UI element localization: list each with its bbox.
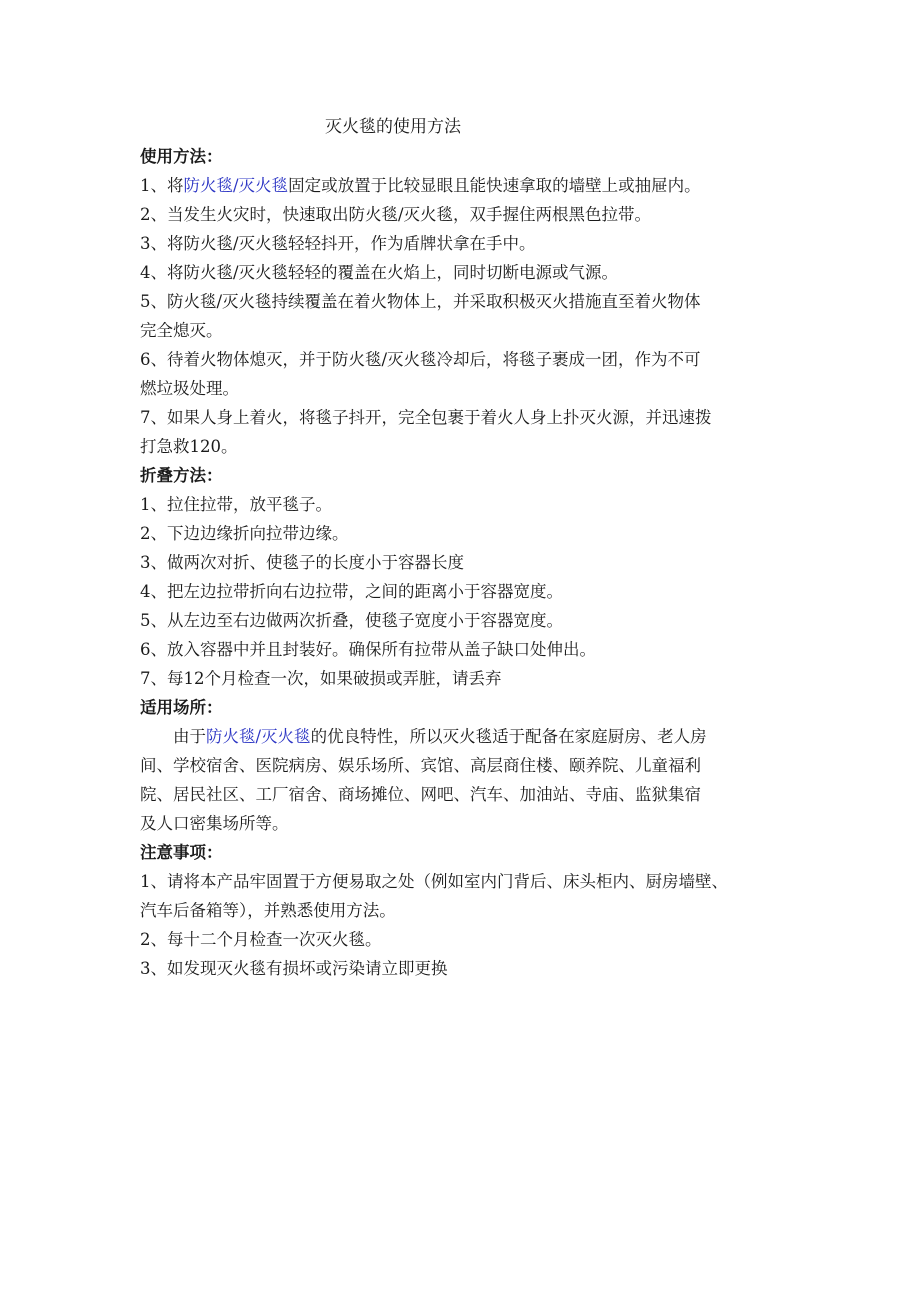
document-body [140, 112, 820, 983]
places-paragraph-line-2: 间、学校宿舍、医院病房、娱乐场所、宾馆、高层商住楼、颐养院、儿童福利 [140, 756, 701, 775]
folding-item: 2、下边边缘折向拉带边缘。 [140, 524, 349, 543]
usage-item-1-prefix: 1、将 [140, 176, 184, 195]
usage-item-2: 2、当发生火灾时，快速取出防火毯/灭火毯，双手握住两根黑色拉带。 [140, 205, 652, 224]
folding-item: 6、放入容器中并且封装好。确保所有拉带从盖子缺口处伸出。 [140, 640, 596, 659]
folding-item: 1、拉住拉带，放平毯子。 [140, 495, 332, 514]
places-paragraph-line-1 [140, 722, 820, 751]
places-prefix: 由于 [173, 727, 206, 746]
product-link[interactable]: 防火毯/灭火毯 [183, 176, 289, 195]
product-link[interactable]: 防火毯/灭火毯 [206, 727, 311, 746]
usage-heading: 使用方法： [140, 147, 223, 166]
folding-item: 5、从左边至右边做两次折叠，使毯子宽度小于容器宽度。 [140, 611, 563, 630]
notes-item-2: 2、每十二个月检查一次灭火毯。 [140, 930, 382, 949]
folding-heading: 折叠方法： [140, 466, 223, 485]
usage-item-1-suffix: 固定或放置于比较显眼且能快速拿取的墙壁上或抽屉内。 [288, 176, 701, 195]
usage-item-7-line-2: 打急救120。 [140, 437, 238, 456]
places-heading: 适用场所： [140, 698, 223, 717]
usage-item-6-line-2: 燃垃圾处理。 [140, 379, 239, 398]
usage-item-1 [140, 171, 820, 200]
usage-item-7-line-1: 7、如果人身上着火，将毯子抖开，完全包裹于着火人身上扑灭火源，并迅速拨 [140, 408, 712, 427]
document-title: 灭火毯的使用方法 [325, 117, 461, 137]
folding-item: 7、每12个月检查一次，如果破损或弄脏，请丢弃 [140, 669, 502, 688]
notes-heading: 注意事项： [140, 843, 223, 862]
usage-item-6-line-1: 6、待着火物体熄灭，并于防火毯/灭火毯冷却后，将毯子裹成一团，作为不可 [140, 350, 701, 369]
notes-item-3: 3、如发现灭火毯有损坏或污染请立即更换 [140, 959, 448, 978]
folding-item: 3、做两次对折、使毯子的长度小于容器长度 [140, 553, 464, 572]
notes-item-1-line-2: 汽车后备箱等），并熟悉使用方法。 [140, 901, 396, 920]
folding-item: 4、把左边拉带折向右边拉带，之间的距离小于容器宽度。 [140, 582, 563, 601]
places-paragraph-line-4: 及人口密集场所等。 [140, 814, 289, 833]
places-paragraph-line-3: 院、居民社区、工厂宿舍、商场摊位、网吧、汽车、加油站、寺庙、监狱集宿 [140, 785, 701, 804]
usage-item-4: 4、将防火毯/灭火毯轻轻的覆盖在火焰上，同时切断电源或气源。 [140, 263, 619, 282]
places-suffix: 的优良特性，所以灭火毯适于配备在家庭厨房、老人房 [310, 727, 707, 746]
usage-item-3: 3、将防火毯/灭火毯轻轻抖开，作为盾牌状拿在手中。 [140, 234, 536, 253]
usage-item-5-line-1: 5、防火毯/灭火毯持续覆盖在着火物体上，并采取积极灭火措施直至着火物体 [140, 292, 701, 311]
notes-item-1-line-1: 1、请将本产品牢固置于方便易取之处（例如室内门背后、床头柜内、厨房墙壁、 [140, 872, 728, 891]
usage-item-5-line-2: 完全熄灭。 [140, 321, 223, 340]
